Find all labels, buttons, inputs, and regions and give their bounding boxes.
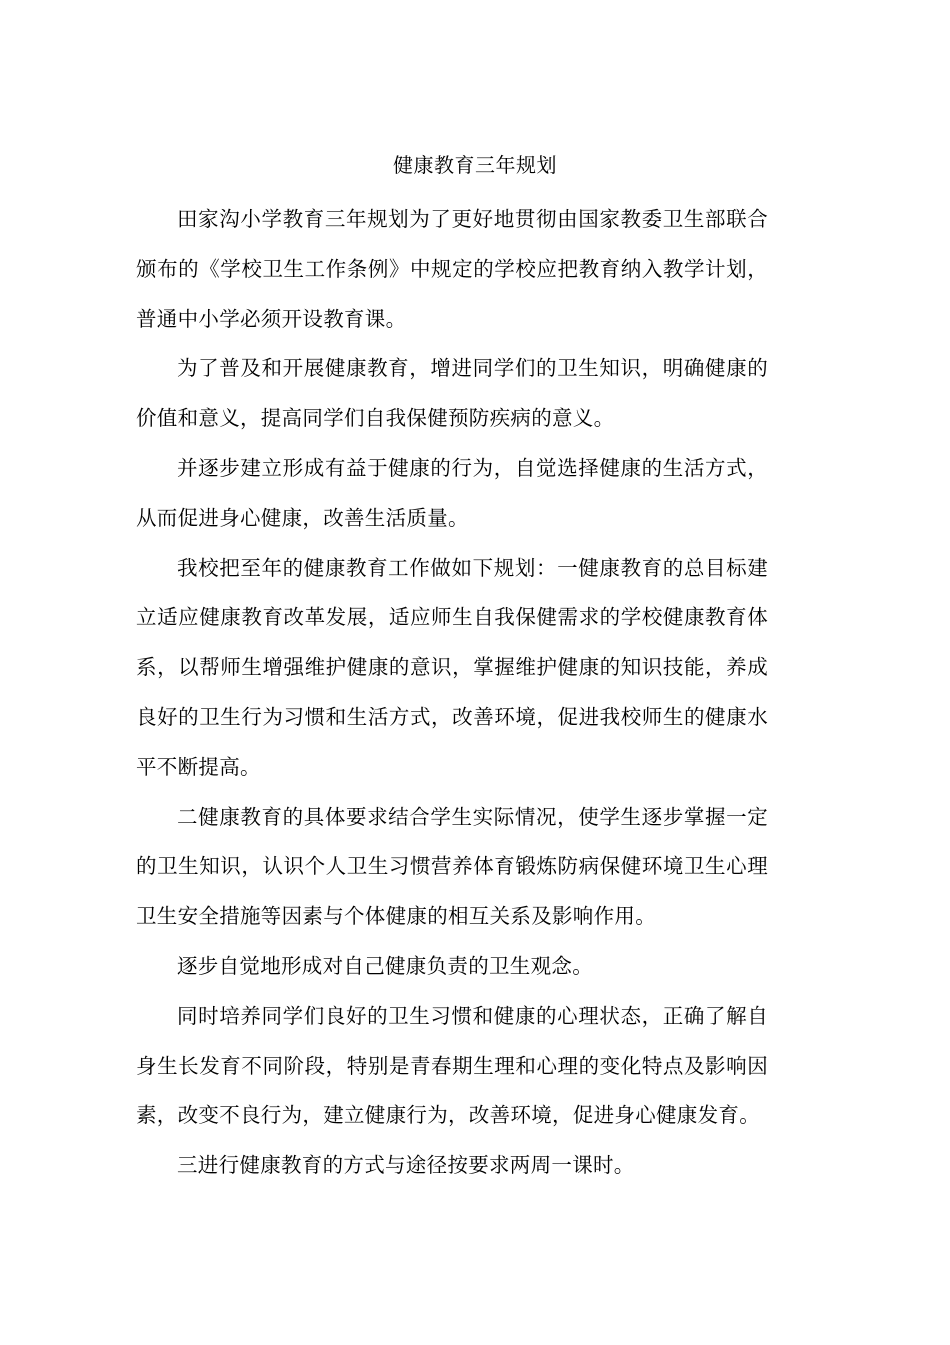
paragraph-3: 并逐步建立形成有益于健康的行为，自觉选择健康的生活方式，从而促进身心健康，改善生活质量。 [136, 455, 768, 530]
paragraph-4: 我校把至年的健康教育工作做如下规划：一健康教育的总目标建立适应健康教育改革发展，适应师生自我保健需求的学校健康教育体系，以帮师生增强维护健康的意识，掌握维护健康的知识技能，养成良好的卫生行为习惯和生活方式，改善环境，促进我校师生的健康水平不断提高。 [136, 555, 768, 779]
paragraph-2: 为了普及和开展健康教育，增进同学们的卫生知识，明确健康的价值和意义，提高同学们自我保健预防疾病的意义。 [136, 356, 768, 431]
document-body [136, 195, 768, 1191]
paragraph-8: 三进行健康教育的方式与途径按要求两周一课时。 [177, 1153, 635, 1178]
paragraph-7: 同时培养同学们良好的卫生习惯和健康的心理状态，正确了解自身生长发育不同阶段，特别是青春期生理和心理的变化特点及影响因素，改变不良行为，建立健康行为，改善环境，促进身心健康发育。 [136, 1003, 768, 1128]
paragraph-1: 田家沟小学教育三年规划为了更好地贯彻由国家教委卫生部联合颁布的《学校卫生工作条例》中规定的学校应把教育纳入教学计划，普通中小学必须开设教育课。 [136, 207, 768, 331]
document-title: 健康教育三年规划 [393, 153, 557, 177]
paragraph-5: 二健康教育的具体要求结合学生实际情况，使学生逐步掌握一定的卫生知识，认识个人卫生习惯营养体育锻炼防病保健环境卫生心理卫生安全措施等因素与个体健康的相互关系及影响作用。 [136, 804, 768, 929]
paragraph-6: 逐步自觉地形成对自己健康负责的卫生观念。 [177, 953, 593, 978]
